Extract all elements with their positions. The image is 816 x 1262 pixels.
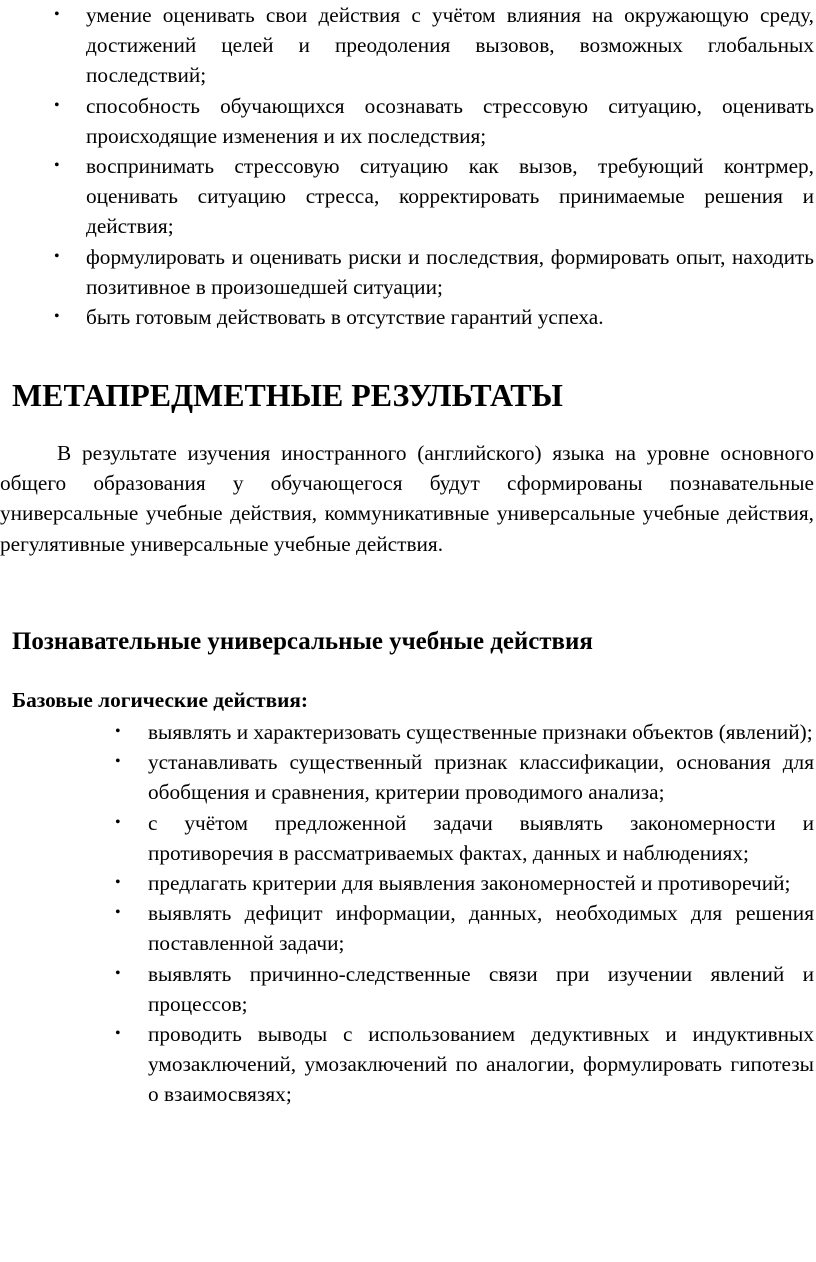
list-item-text: выявлять причинно-следственные связи при изучении явлений и процессов; (148, 961, 814, 1016)
list-item (54, 91, 814, 151)
section-paragraph: В результате изучения иностранного (английского) языка на уровне основного общего образования у обучающегося будут сформированы познавательные универсальные учебные действия, коммуникативные универсальные учебные действия, регулятивные универсальные учебные действия. (0, 441, 814, 556)
list-item-text: умение оценивать свои действия с учётом влияния на окружающую среду, достижений целей и преодоления вызовов, возможных глобальных последствий; (86, 3, 814, 88)
bullet-icon: • (54, 96, 60, 114)
list-item (54, 302, 814, 332)
bullet-icon: • (54, 6, 60, 23)
bullet-icon: • (115, 723, 121, 740)
logic-bullet-list (115, 717, 814, 1110)
bullet-icon: • (54, 247, 60, 265)
list-item-text: формулировать и оценивать риски и последствия, формировать опыт, находить позитивное в произошедшей ситуации; (86, 244, 814, 299)
bullet-icon: • (54, 308, 60, 326)
list-item-text: быть готовым действовать в отсутствие гарантий успеха. (86, 305, 604, 330)
subsection-heading: Познавательные универсальные учебные действия (12, 628, 593, 655)
list-item (54, 242, 814, 302)
subsubsection-heading: Базовые логические действия: (12, 688, 309, 712)
list-item (115, 959, 814, 1019)
bullet-icon: • (115, 874, 121, 892)
list-item (115, 1019, 814, 1110)
list-item-text: предлагать критерии для выявления закономерностей и противоречий; (148, 871, 791, 896)
bullet-icon: • (115, 753, 121, 771)
top-bullet-list (54, 0, 814, 332)
list-item-text: способность обучающихся осознавать стрессовую ситуацию, оценивать происходящие изменения и их последствия; (86, 93, 814, 148)
bullet-icon: • (115, 1025, 121, 1043)
list-item (115, 868, 814, 898)
list-item (115, 898, 814, 958)
bullet-icon: • (115, 904, 121, 922)
list-item (115, 717, 814, 747)
list-item-text: устанавливать существенный признак классификации, основания для обобщения и сравнения, критерии проводимого анализа; (148, 750, 814, 805)
bullet-icon: • (54, 157, 60, 175)
list-item (115, 808, 814, 868)
bullet-icon: • (115, 813, 121, 831)
bullet-icon: • (115, 964, 121, 982)
list-item (54, 151, 814, 242)
list-item-text: выявлять и характеризовать существенные признаки объектов (явлений); (148, 720, 813, 744)
list-item (115, 747, 814, 807)
list-item-text: воспринимать стрессовую ситуацию как вызов, требующий контрмер, оценивать ситуацию стресса, корректировать принимаемые решения и действия; (86, 154, 814, 239)
list-item (54, 0, 814, 91)
list-item-text: выявлять дефицит информации, данных, необходимых для решения поставленной задачи; (148, 901, 814, 956)
section-heading: МЕТАПРЕДМЕТНЫЕ РЕЗУЛЬТАТЫ (12, 378, 563, 413)
list-item-text: проводить выводы с использованием дедуктивных и индуктивных умозаключений, умозаключений по аналогии, формулировать гипотезы о взаимосвязях; (148, 1022, 814, 1107)
list-item-text: с учётом предложенной задачи выявлять закономерности и противоречия в рассматриваемых фактах, данных и наблюдениях; (148, 810, 814, 865)
